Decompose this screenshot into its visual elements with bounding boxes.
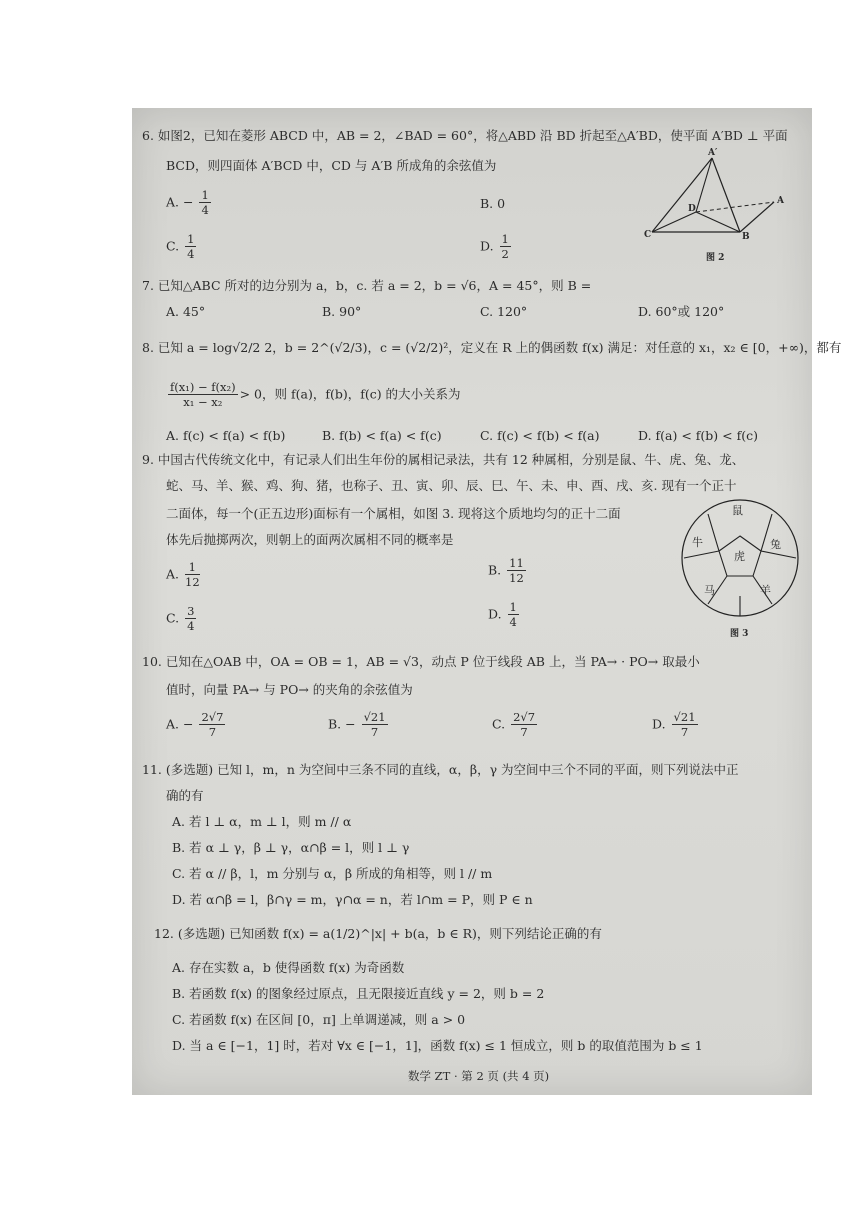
q11-option-b: B. 若 α ⊥ γ，β ⊥ γ，α∩β = l，则 l ⊥ γ <box>172 840 410 855</box>
q7-stem: 7. 已知△ABC 所对的边分别为 a，b，c. 若 a = 2，b = √6，A = 45°，则 B = <box>142 278 592 293</box>
figure-3-caption: 图 3 <box>730 629 749 639</box>
figure-2-label-d: D <box>688 204 696 214</box>
q9-option-a <box>166 560 202 590</box>
q6-option-c-num: 1 <box>187 232 195 246</box>
q6-stem-line2: BCD，则四面体 A′BCD 中，CD 与 A′B 所成角的余弦值为 <box>166 158 497 173</box>
q6-option-b: B. 0 <box>480 196 506 211</box>
q8-condition-den: x₁ − x₂ <box>183 395 223 410</box>
q10-option-b-prefix: B. − <box>328 716 356 732</box>
q11-option-c: C. 若 α // β，l，m 分别与 α，β 所成的角相等，则 l // m <box>172 866 493 881</box>
q10-option-d-fraction <box>672 710 698 740</box>
figure-3-face-right: 兔 <box>770 538 781 551</box>
figure-3-face-left: 牛 <box>692 536 703 549</box>
q9-stem-line4: 体先后抛掷两次，则朝上的面两次属相不同的概率是 <box>166 532 454 547</box>
q10-option-d-num: √21 <box>673 710 696 724</box>
q6-option-a-den: 4 <box>201 203 209 218</box>
q7-option-a: A. 45° <box>166 304 206 319</box>
q11-stem-line1: 11. (多选题) 已知 l，m，n 为空间中三条不同的直线，α，β，γ 为空间中三个不同的平面，则下列说法中正 <box>142 762 739 777</box>
q8-stem-line2 <box>166 380 461 410</box>
q10-option-b-num: √21 <box>363 710 386 724</box>
q10-option-d-den: 7 <box>680 725 689 740</box>
q10-option-c-fraction <box>511 710 537 740</box>
q12-stem: 12. (多选题) 已知函数 f(x) = a(1/2)^|x| + b(a，b ∈ R)，则下列结论正确的有 <box>154 926 602 941</box>
figure-3-face-top: 鼠 <box>732 504 743 517</box>
q6-option-d-prefix: D. <box>480 238 494 254</box>
q7-option-c: C. 120° <box>480 304 528 319</box>
q10-option-a-num: 2√7 <box>201 710 224 724</box>
q6-option-a <box>166 188 213 218</box>
figure-3-face-bottom-right: 羊 <box>760 584 771 597</box>
q6-option-a-num: 1 <box>201 188 209 202</box>
q8-option-c: C. f(c) < f(b) < f(a) <box>480 428 600 443</box>
q7-option-d: D. 60°或 120° <box>638 304 725 319</box>
q9-option-b-num: 11 <box>509 556 524 570</box>
q9-option-a-prefix: A. <box>166 566 180 582</box>
q8-condition-rest: > 0，则 f(a)，f(b)，f(c) 的大小关系为 <box>239 386 461 402</box>
figure-2-tetrahedron <box>640 146 800 264</box>
figure-2-label-b: B <box>742 232 750 242</box>
q12-option-b: B. 若函数 f(x) 的图象经过原点，且无限接近直线 y = 2，则 b = 2 <box>172 986 545 1001</box>
q6-stem-line1: 6. 如图2，已知在菱形 ABCD 中，AB = 2，∠BAD = 60°，将△ABD 沿 BD 折起至△A′BD，使平面 A′BD ⊥ 平面 <box>142 128 788 143</box>
q10-option-c-den: 7 <box>520 725 528 740</box>
q9-option-c-num: 3 <box>187 604 195 618</box>
figure-2-label-c: C <box>644 230 652 240</box>
q11-option-d: D. 若 α∩β = l，β∩γ = m，γ∩α = n，若 l∩m = P，则 P ∈ n <box>172 892 533 907</box>
q9-option-b-fraction <box>507 556 526 586</box>
q9-option-d-den: 4 <box>509 615 517 630</box>
figure-2-caption: 图 2 <box>706 253 725 263</box>
q11-stem-line2: 确的有 <box>166 788 204 803</box>
q10-stem-line2: 值时，向量 PA→ 与 PO→ 的夹角的余弦值为 <box>166 682 413 697</box>
q6-option-d-num: 1 <box>501 232 509 246</box>
q9-option-d-num: 1 <box>509 600 517 614</box>
q6-option-c-prefix: C. <box>166 238 180 254</box>
q9-option-a-num: 1 <box>185 560 200 575</box>
q10-option-b-fraction <box>362 710 388 740</box>
exam-page <box>132 108 842 1095</box>
q9-stem-line1: 9. 中国古代传统文化中，有记录人们出生年份的属相记录法，共有 12 种属相，分别是鼠、牛、虎、兔、龙、 <box>142 452 745 467</box>
q8-option-a: A. f(c) < f(a) < f(b) <box>166 428 286 443</box>
q7-option-b: B. 90° <box>322 304 362 319</box>
q6-option-c-fraction <box>185 232 196 262</box>
q10-stem-line1: 10. 已知在△OAB 中，OA = OB = 1，AB = √3，动点 P 位于线段 AB 上，当 PA→ · PO→ 取最小 <box>142 654 700 669</box>
q8-condition-num: f(x₁) − f(x₂) <box>170 380 236 394</box>
q10-option-d-prefix: D. <box>652 716 666 732</box>
q10-option-c-prefix: C. <box>492 716 506 732</box>
q12-option-a: A. 存在实数 a，b 使得函数 f(x) 为奇函数 <box>172 960 405 975</box>
page-footer: 数学 ZT · 第 2 页 (共 4 页) <box>408 1069 550 1083</box>
q10-option-c-num: 2√7 <box>513 710 536 724</box>
q10-option-d <box>652 710 700 740</box>
q12-option-c: C. 若函数 f(x) 在区间 [0，π] 上单调递减，则 a > 0 <box>172 1012 466 1027</box>
q10-option-a-den: 7 <box>208 725 217 740</box>
q8-stem-line1: 8. 已知 a = log√2/2 2，b = 2^(√2/3)，c = (√2/2)²，定义在 R 上的偶函数 f(x) 满足：对任意的 x₁，x₂ ∈ [0，+∞)，都有 <box>142 340 842 355</box>
q10-option-a <box>166 710 227 740</box>
q6-option-c <box>166 232 198 262</box>
figure-3-face-center: 虎 <box>734 550 745 563</box>
q9-option-a-fraction <box>185 560 200 590</box>
q9-option-c-prefix: C. <box>166 610 180 626</box>
q11-option-a: A. 若 l ⊥ α，m ⊥ l，则 m // α <box>172 814 352 829</box>
q10-option-c <box>492 710 539 740</box>
q9-option-b-prefix: B. <box>488 562 502 578</box>
q6-option-d <box>480 232 513 262</box>
q10-option-b <box>328 710 390 740</box>
q6-option-d-fraction <box>500 232 511 262</box>
q9-option-c-fraction <box>185 604 196 634</box>
q8-option-b: B. f(b) < f(a) < f(c) <box>322 428 442 443</box>
q9-option-b-den: 12 <box>509 571 524 586</box>
q9-option-d <box>488 600 521 630</box>
q10-option-b-den: 7 <box>370 725 379 740</box>
q9-option-d-prefix: D. <box>488 606 502 622</box>
q6-option-c-den: 4 <box>187 247 195 262</box>
q10-option-a-prefix: A. − <box>166 716 194 732</box>
q9-stem-line3: 二面体，每一个(正五边形)面标有一个属相，如图 3. 现将这个质地均匀的正十二面 <box>166 506 621 521</box>
q6-option-a-fraction <box>199 188 210 218</box>
q10-option-a-fraction <box>199 710 225 740</box>
figure-2-label-a-prime: A′ <box>708 148 718 158</box>
q9-option-d-fraction <box>508 600 519 630</box>
q9-option-b <box>488 556 528 586</box>
q8-condition-fraction <box>168 380 238 410</box>
q8-option-d: D. f(a) < f(b) < f(c) <box>638 428 758 443</box>
q9-option-c <box>166 604 198 634</box>
q6-option-d-den: 2 <box>501 247 509 262</box>
q6-option-a-prefix: A. − <box>166 194 194 210</box>
figure-3-face-bottom-left: 马 <box>704 584 715 597</box>
q9-option-c-den: 4 <box>187 619 195 634</box>
figure-2-label-a: A <box>777 196 784 206</box>
q9-option-a-den: 12 <box>185 575 200 590</box>
q9-stem-line2: 蛇、马、羊、猴、鸡、狗、猪，也称子、丑、寅、卯、辰、巳、午、未、申、酉、戌、亥. 现有一个正十 <box>166 478 737 493</box>
q12-option-d: D. 当 a ∈ [−1，1] 时，若对 ∀x ∈ [−1，1]，函数 f(x) ≤ 1 恒成立，则 b 的取值范围为 b ≤ 1 <box>172 1038 703 1053</box>
